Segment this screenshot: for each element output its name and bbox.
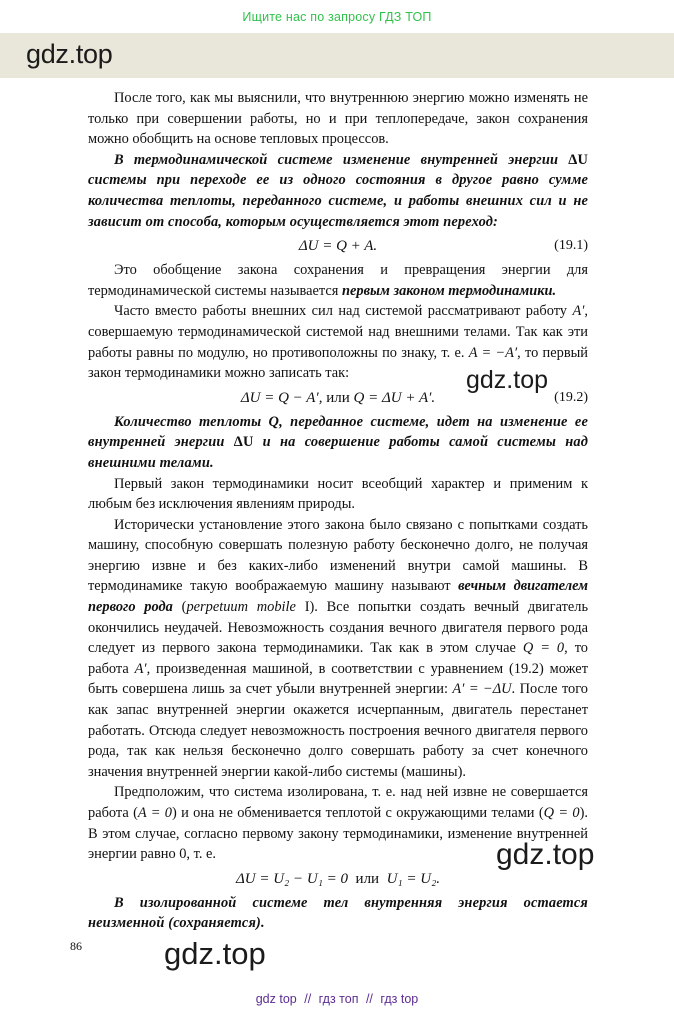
watermark-two: gdz.top bbox=[496, 838, 595, 871]
formula-isolated-or: или bbox=[355, 870, 380, 887]
p8-equation-q-zero: Q = 0 bbox=[543, 805, 580, 821]
p5-delta-u: ΔU bbox=[233, 434, 254, 451]
p8-text-b: ) и она не обменивается теплотой с окружающими телами ( bbox=[172, 805, 544, 821]
promo-text: Ищите нас по запросу ГДЗ ТОП bbox=[242, 10, 432, 24]
footer-link-gdz-top-mixed[interactable]: гдз top bbox=[380, 992, 419, 1006]
p7-term-perpetual-motion: вечным двигателем первого рода bbox=[88, 578, 588, 616]
p4-text-c: , то первый закон термодинамики можно записать так: bbox=[88, 344, 588, 382]
watermark-three: gdz.top bbox=[164, 936, 266, 971]
page-number: 86 bbox=[70, 939, 82, 953]
formula-isolated-part-2: U₁ = U₂. bbox=[386, 870, 441, 887]
paragraph-8 bbox=[88, 782, 588, 864]
p7-term-perpetuum-mobile: perpetuum mobile bbox=[186, 599, 296, 616]
p4-equation-inline: A = −A′ bbox=[468, 344, 518, 361]
formula-19-2-row bbox=[88, 387, 588, 409]
brand-logo: gdz.top bbox=[26, 39, 113, 69]
paragraph-9-definition: В изолированной системе тел внутренняя энергия остается неизменной (сохраняется). bbox=[88, 894, 588, 932]
p3-term-first-law: первым законом термодинамики. bbox=[342, 282, 557, 299]
formula-19-1: ΔU = Q + A. bbox=[298, 238, 378, 255]
p4-text-b: , совершаемую термодинамической системой над внешними телами. Так как эти работы равны по модулю, но противоположны по знаку, т. е. bbox=[88, 303, 588, 361]
footer-link-gdz-top[interactable]: gdz top bbox=[255, 992, 297, 1006]
p3-text-a: Это обобщение закона сохранения и превращения энергии для термодинамической системы называется bbox=[88, 262, 588, 299]
paragraph-2-definition bbox=[88, 150, 588, 232]
p7-equation-q-zero: Q = 0 bbox=[522, 640, 565, 657]
paragraph-7 bbox=[88, 515, 588, 783]
formula-19-2-or: или bbox=[326, 389, 350, 406]
formula-isolated-part-1: ΔU = U₂ − U₁ = 0 bbox=[235, 870, 349, 887]
p2-delta-u: ΔU bbox=[568, 151, 588, 168]
p7-text-e: I). Все попытки создать вечный двигатель окончились неудачей. Невозможность создания вечного двигателя первого рода следует из первого закона термодинамики. Так как в этом случае bbox=[88, 599, 589, 657]
formula-19-2-part-2: Q = ΔU + A′. bbox=[353, 389, 436, 406]
p8-equation-a-zero: A = 0 bbox=[137, 805, 172, 821]
paragraph-3 bbox=[88, 260, 588, 301]
formula-19-1-tag: (19.1) bbox=[554, 238, 588, 254]
watermark-one: gdz.top bbox=[466, 366, 549, 394]
p4-symbol-a-prime: A′ bbox=[572, 303, 585, 320]
p8-text-a: Предположим, что система изолирована, т. е. над ней извне не совершается работа ( bbox=[88, 784, 588, 821]
p7-text-g: , произведенная машиной, в соответствии с уравнением (19.2) может быть совершена лишь за счет убыли внутренней энергии: bbox=[88, 660, 588, 698]
document-body bbox=[88, 88, 588, 934]
formula-isolated bbox=[236, 868, 440, 890]
p4-text-a: Часто вместо работы внешних сил над системой рассматривают работу bbox=[114, 303, 573, 320]
p2-text-a: В термодинамической системе изменение внутренней энергии bbox=[114, 151, 569, 168]
p7-text-f: , то работа bbox=[88, 640, 588, 677]
footer-separator-2: // bbox=[365, 992, 373, 1006]
p5-text-b: и на совершение работы самой системы над внешними телами. bbox=[88, 434, 588, 471]
paragraph-6: Первый закон термодинамики носит всеобщий характер и применим к любым без исключения явлениям природы. bbox=[88, 475, 588, 513]
p7-text-c: ( bbox=[172, 599, 187, 616]
p5-text-a: Количество теплоты Q, переданное системе, идет на изменение ее внутренней энергии bbox=[88, 413, 588, 451]
footer-links bbox=[0, 992, 674, 1006]
p7-equation-a-prime: A′ = −ΔU bbox=[452, 681, 512, 698]
footer-link-gdz-top-ru[interactable]: гдз топ bbox=[318, 992, 359, 1006]
p7-text-h: . После того как запас внутренней энергии окажется исчерпанным, двигатель перестанет работать. Отсюда следует невозможность построения вечного двигателя первого рода, так как нельзя бесконечно долго совершать работу за счет конечного значения внутренней энергии какой-либо системы (машины). bbox=[88, 681, 588, 780]
formula-19-2-part-1: ΔU = Q − A′, bbox=[240, 389, 323, 406]
p8-text-c: ). В этом случае, согласно первому закону термодинамики, изменение внутренней энергии равно 0, т. е. bbox=[88, 805, 588, 863]
p2-text-b: системы при переходе ее из одного состояния в другое равно сумме количества теплоты, переданного системе, и работы внешних сил и не зависит от способа, которым осуществляется этот переход: bbox=[88, 172, 588, 230]
brand-banner bbox=[0, 33, 674, 78]
paragraph-5-definition bbox=[88, 412, 588, 474]
formula-isolated-row bbox=[88, 868, 588, 890]
paragraph-1: После того, как мы выяснили, что внутреннюю энергию можно изменять не только при совершении работы, но и при теплопередаче, закон сохранения можно обобщить на основе тепловых процессов. bbox=[88, 90, 588, 148]
formula-19-2 bbox=[241, 387, 435, 409]
formula-19-1-row bbox=[88, 235, 588, 257]
p7-text-a: Исторически установление этого закона было связано с попытками создать машину, способную совершать полезную работу бесконечно долго, не получая энергию извне и без каких-либо изменений внутри самой машины. В термодинамике такую воображаемую машину называют bbox=[88, 516, 588, 595]
p7-symbol-a-prime: A′ bbox=[134, 660, 147, 677]
promo-bar bbox=[0, 8, 674, 26]
paragraph-4 bbox=[88, 301, 588, 383]
formula-19-2-tag: (19.2) bbox=[554, 389, 588, 405]
footer-separator-1: // bbox=[304, 992, 312, 1006]
